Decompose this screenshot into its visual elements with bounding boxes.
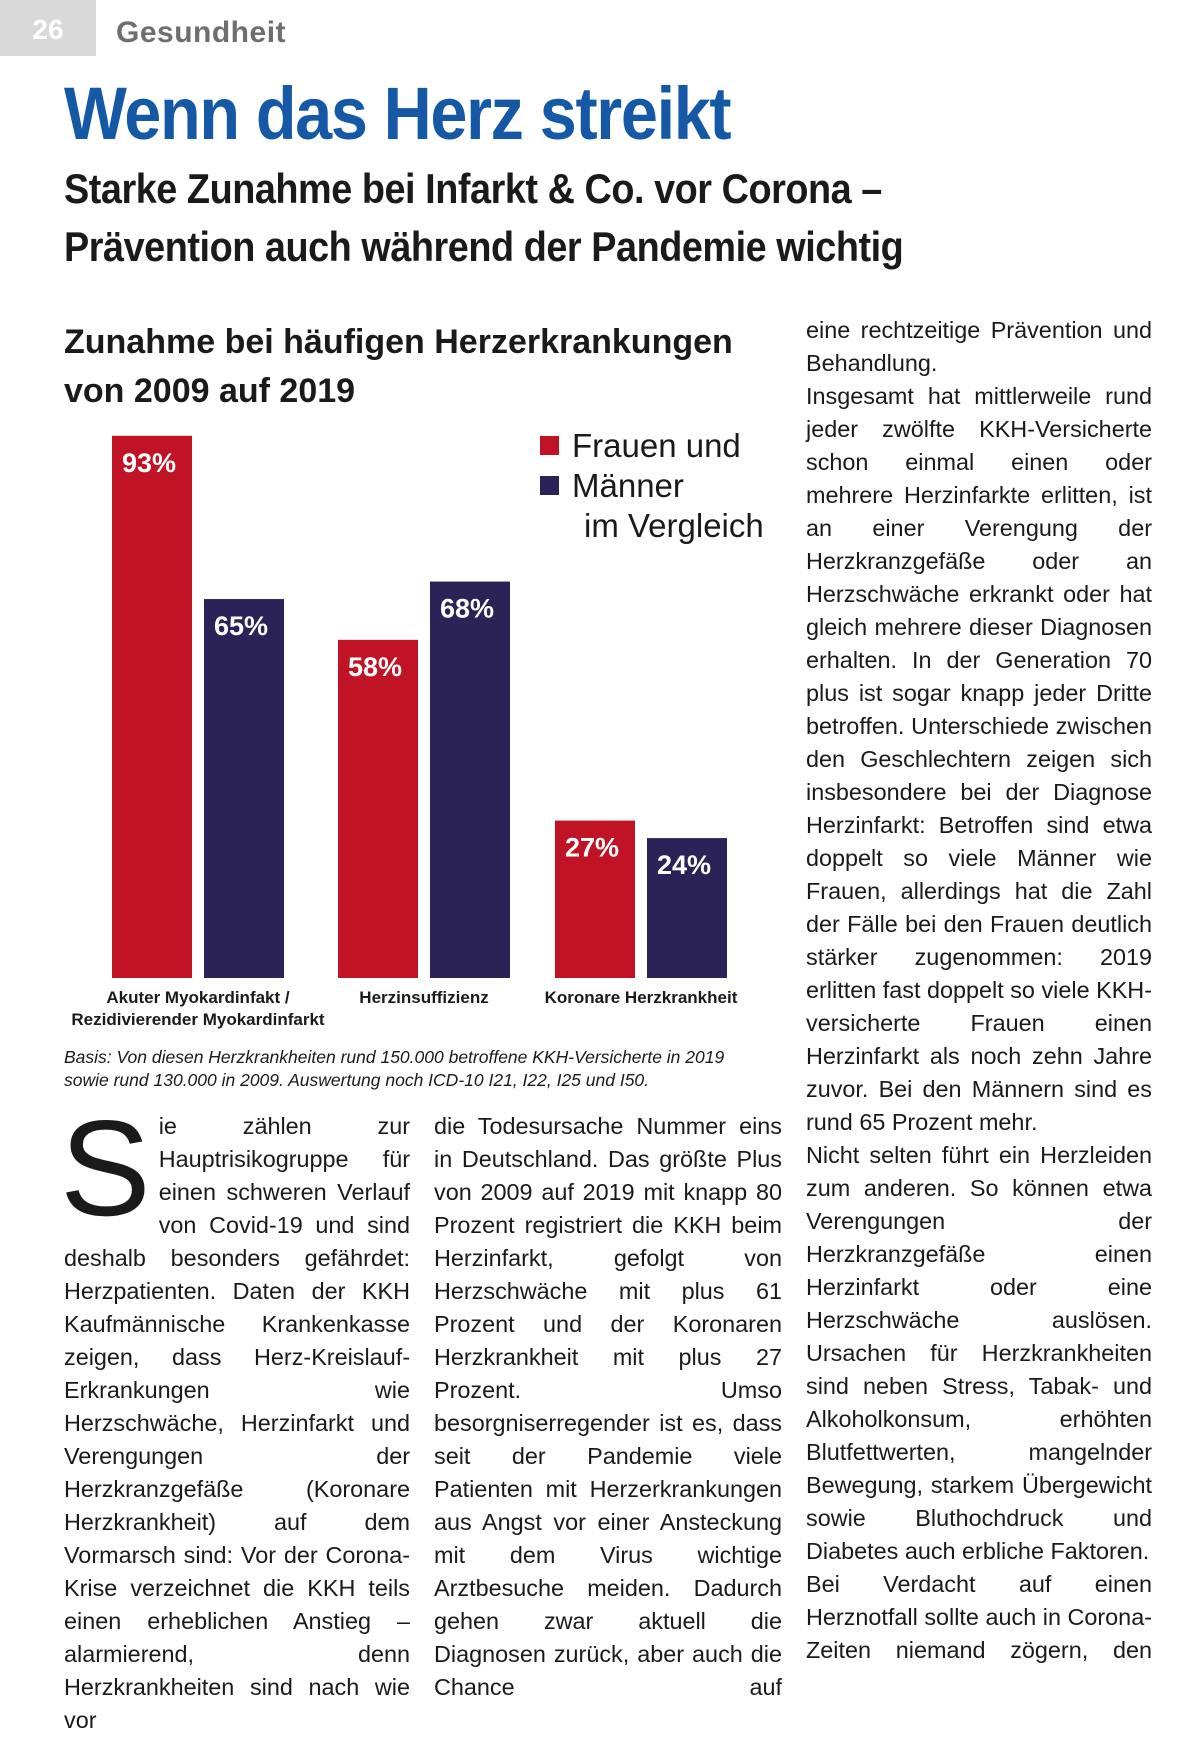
body-paragraph: Insgesamt hat mittlerweile rund jeder zwölfte KKH-Versicherte schon einmal einen oder mehrere Herzinfarkte erlitten, ist an einer Verengung der Herzkranzgefäße oder an Herzschwäche erkrankt oder hat gleich mehrere dieser Diagnosen erhalten. In der Generation 70 plus ist sogar knapp jeder Dritte betroffen. Unterschiede zwischen den Geschlechtern zeigen sich insbesondere bei der Diagnose Herzinfarkt: Betroffen sind etwa doppelt so viele Männer wie Frauen, allerdings hat die Zahl der Fälle bei den Frauen deutlich stärker zugenommen: 2019 erlitten fast doppelt so viele KKH-versicherte Frauen einen Herzinfarkt als noch zehn Jahre zuvor. Bei den Männern sind es rund 65 Prozent mehr.: [806, 383, 1152, 1135]
body-column-3: [806, 314, 1152, 1667]
bar-value-label: 27%: [565, 832, 620, 863]
bar-männer-1: [204, 599, 284, 978]
legend-label-men: Männer: [572, 467, 684, 504]
category-label: Akuter Myokardinfakt /: [106, 988, 290, 1007]
bar-frauen-1: [112, 436, 192, 978]
body-column-1: [60, 1092, 410, 1737]
legend-swatch-women: [540, 436, 559, 455]
legend-label-women: Frauen und: [572, 427, 741, 464]
legend-swatch-men: [540, 476, 559, 495]
bar-value-label: 24%: [657, 850, 712, 881]
chart-footnote: Basis: Von diesen Herzkrankheiten rund 150.000 betroffene KKH-Versicherte in 2019 sowie rund 130.000 in 2009. Auswertung noch ICD-10 I21, I22, I25 und I50.: [64, 1047, 725, 1091]
category-label: Herzinsuffizienz: [359, 988, 489, 1007]
bar-value-label: 68%: [440, 593, 495, 624]
bar-value-label: 65%: [214, 611, 269, 642]
category-label: Rezidivierender Myokardinfarkt: [71, 1010, 325, 1029]
bar-männer-2: [430, 582, 510, 978]
body-column-2: [434, 1110, 782, 1704]
body-paragraph: eine rechtzeitige Prävention und Behandlung.: [806, 317, 1152, 376]
bar-value-label: 93%: [122, 447, 177, 478]
subtitle-line: Prävention auch während der Pandemie wichtig: [64, 222, 904, 270]
body-paragraph: [60, 1092, 410, 1737]
bar-value-label: 58%: [348, 651, 403, 682]
legend-suffix: im Vergleich: [584, 507, 764, 544]
section-name: Gesundheit: [116, 16, 287, 49]
body-paragraph: Bei Verdacht auf einen Herznotfall sollte auch in Corona-Zeiten niemand zögern, den: [806, 1571, 1152, 1663]
body-paragraph: Nicht selten führt ein Herzleiden zum anderen. So können etwa Verengungen der Herzkranzgefäße einen Herzinfarkt oder eine Herzschwäche auslösen. Ursachen für Herzkrankheiten sind neben Stress, Tabak- und Alkoholkonsum, erhöhten Blutfettwerten, mangelnder Bewegung, starkem Übergewicht sowie Bluthochdruck und Diabetes auch erbliche Faktoren.: [806, 1142, 1152, 1564]
body-text: ie zählen zur Hauptrisikogruppe für einen schweren Verlauf von Covid-19 und sind deshalb besonders gefährdet: Herzpatienten. Daten der KKH Kaufmännische Krankenkasse zeigen, dass Herz-Kreislauf-Erkrankungen wie Herzschwäche, Herzinfarkt und Verengungen der Herzkranzgefäße (Koronare Herzkrankheit) auf dem Vormarsch sind: Vor der Corona-Krise verzeichnet die KKH teils einen erheblichen Anstieg – alarmierend, denn Herzkrankheiten sind nach wie vor: [64, 1113, 410, 1733]
body-paragraph: die Todesursache Nummer eins in Deutschland. Das größte Plus von 2009 auf 2019 mit knapp 80 Prozent registriert die KKH beim Herzinfarkt, gefolgt von Herzschwäche mit plus 61 Prozent und der Koronaren Herzkrankheit mit plus 27 Prozent. Umso besorgniserregender ist es, dass seit der Pandemie viele Patienten mit Herzerkrankungen aus Angst vor einer Ansteckung mit dem Virus wichtige Arztbesuche meiden. Dadurch gehen zwar aktuell die Diagnosen zurück, aber auch die Chance auf: [434, 1113, 782, 1700]
chart-title-line: von 2009 auf 2019: [64, 372, 356, 411]
article-title: Wenn das Herz streikt: [64, 72, 731, 155]
chart-title-line: Zunahme bei häufigen Herzerkrankungen: [64, 323, 733, 361]
bar-frauen-2: [338, 640, 418, 978]
category-label: Koronare Herzkrankheit: [544, 988, 738, 1007]
page-number: 26: [32, 14, 64, 45]
subtitle-line: Starke Zunahme bei Infarkt & Co. vor Corona –: [64, 165, 882, 212]
drop-cap: S: [60, 1092, 151, 1244]
